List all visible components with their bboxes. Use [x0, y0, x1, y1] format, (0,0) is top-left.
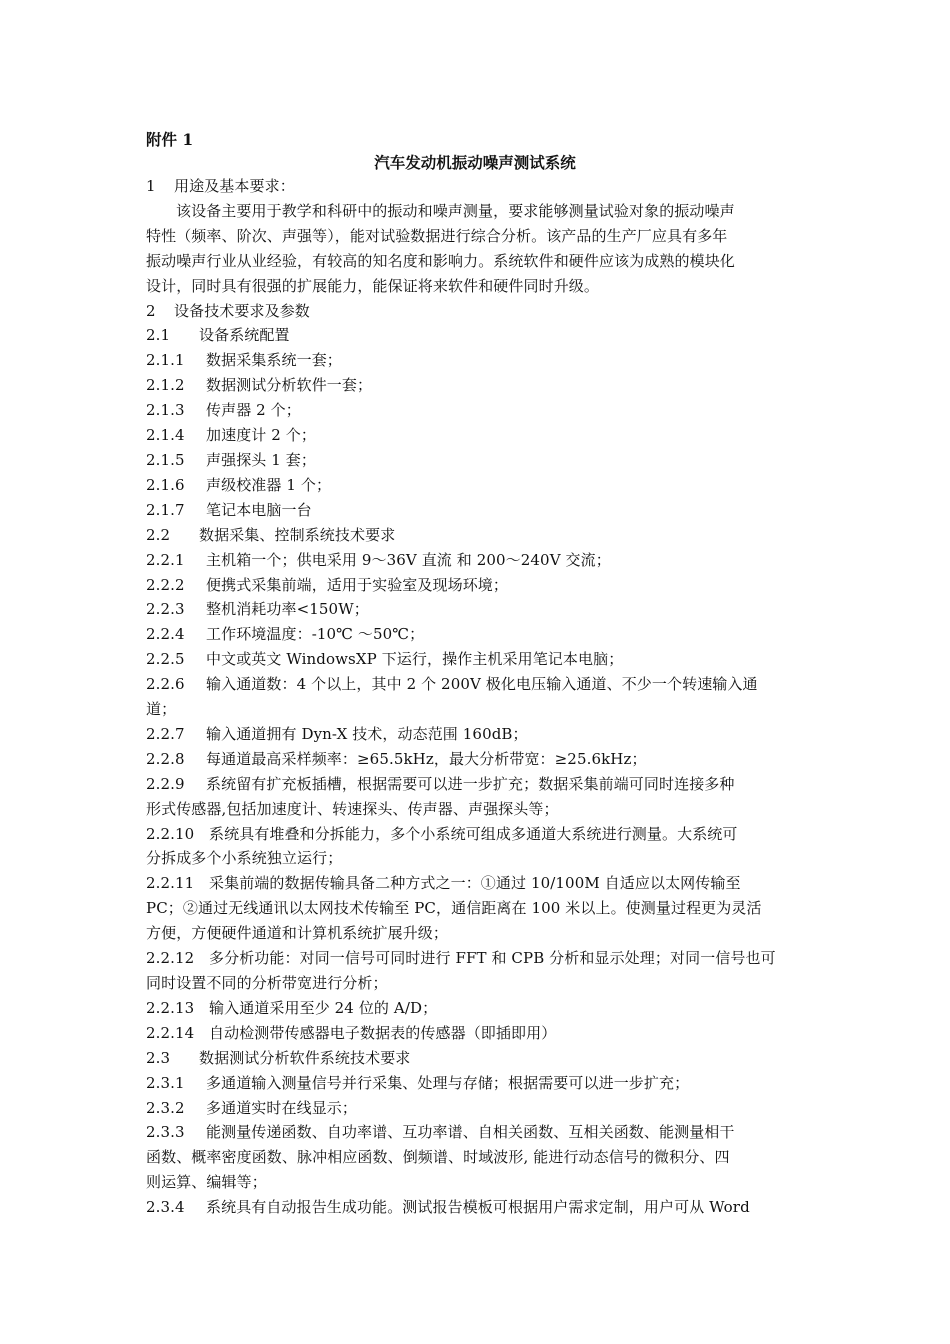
paragraph-line — [146, 199, 808, 224]
section-number: 2.3 — [146, 1048, 171, 1067]
section-number: 2.3.1 — [146, 1073, 185, 1092]
section-number: 2.2.10 — [146, 824, 195, 843]
section-number: 2.3.2 — [146, 1098, 185, 1117]
section-line — [146, 299, 808, 324]
line-text: 该设备主要用于教学和科研中的振动和噪声测量，要求能够测量试验对象的振动噪声 — [176, 201, 735, 220]
section-line — [146, 1120, 808, 1145]
section-number: 1 — [146, 177, 156, 195]
line-text: 形式传感器,包括加速度计、转速探头、传声器、声强探头等； — [146, 799, 559, 818]
section-line — [146, 722, 808, 747]
line-text: 多通道实时在线显示； — [206, 1098, 358, 1117]
section-number: 2.1.7 — [146, 500, 185, 519]
paragraph-line — [146, 896, 808, 921]
section-number: 2.1.1 — [146, 351, 185, 370]
line-text: 笔记本电脑一台 — [206, 500, 312, 519]
section-line — [146, 348, 808, 373]
line-text: 特性（频率、阶次、声强等），能对试验数据进行综合分析。该产品的生产厂应具有多年 — [146, 226, 728, 245]
line-text: 便携式采集前端，适用于实验室及现场环境； — [206, 575, 509, 594]
section-number: 2.2 — [146, 525, 171, 544]
line-text: 采集前端的数据传输具备二种方式之一：①通过 10/100M 自适应以太网传输至 — [209, 874, 741, 893]
section-number: 2.2.14 — [146, 1023, 195, 1042]
section-line — [146, 1021, 808, 1046]
line-text: 用途及基本要求： — [174, 177, 295, 195]
line-text: 整机消耗功率<150W； — [206, 600, 369, 619]
section-number: 2.2.5 — [146, 650, 185, 669]
line-text: 多分析功能：对同一信号可同时进行 FFT 和 CPB 分析和显示处理；对同一信号也可 — [209, 949, 776, 968]
line-text: 设计，同时具有很强的扩展能力，能保证将来软件和硬件同时升级。 — [146, 276, 600, 295]
section-number: 2.2.1 — [146, 550, 185, 569]
line-text: 系统具有堆叠和分拆能力，多个小系统可组成多通道大系统进行测量。大系统可 — [209, 824, 738, 843]
paragraph-line — [146, 224, 808, 249]
line-text: 加速度计 2 个； — [206, 426, 316, 445]
section-line — [146, 871, 808, 896]
line-text: 数据测试分析软件一套； — [206, 376, 373, 395]
section-line — [146, 647, 808, 672]
section-line — [146, 1046, 808, 1071]
line-text: 设备系统配置 — [199, 326, 290, 345]
paragraph-line — [146, 921, 808, 946]
section-line — [146, 1195, 808, 1220]
line-text: 系统具有自动报告生成功能。测试报告模板可根据用户需求定制，用户可从 Word — [206, 1198, 750, 1217]
line-text: 中文或英文 WindowsXP 下运行，操作主机采用笔记本电脑； — [206, 650, 624, 669]
line-text: 每通道最高采样频率：≥65.5kHz，最大分析带宽：≥25.6kHz； — [206, 749, 647, 768]
section-line — [146, 996, 808, 1021]
paragraph-line — [146, 697, 808, 722]
line-text: 数据采集系统一套； — [206, 351, 342, 370]
section-number: 2.1.4 — [146, 426, 185, 445]
section-line — [146, 822, 808, 847]
section-line — [146, 1096, 808, 1121]
section-line — [146, 597, 808, 622]
line-text: 声级校准器 1 个； — [206, 475, 332, 494]
paragraph-line — [146, 846, 808, 871]
section-line — [146, 174, 808, 199]
line-text: 主机箱一个；供电采用 9～36V 直流 和 200～240V 交流； — [206, 550, 611, 569]
section-number: 2.2.2 — [146, 575, 185, 594]
paragraph-line — [146, 249, 808, 274]
attachment-label: 附件 1 — [146, 130, 194, 149]
line-text: 则运算、编辑等； — [146, 1173, 267, 1192]
line-text: 同时设置不同的分析带宽进行分析； — [146, 974, 388, 992]
section-number: 2 — [146, 301, 156, 320]
section-line — [146, 323, 808, 348]
section-number: 2.2.12 — [146, 949, 195, 968]
line-text: 传声器 2 个； — [206, 401, 301, 420]
line-text: 能测量传递函数、自功率谱、互功率谱、自相关函数、互相关函数、能测量相干 — [206, 1123, 735, 1142]
section-line — [146, 622, 808, 647]
line-text: PC；②通过无线通讯以太网技术传输至 PC，通信距离在 100 米以上。使测量过程更为灵活 — [146, 899, 762, 918]
section-line — [146, 373, 808, 398]
section-number: 2.2.9 — [146, 774, 185, 793]
section-number: 2.2.3 — [146, 600, 185, 619]
paragraph-line — [146, 274, 808, 299]
section-line — [146, 772, 808, 797]
section-line — [146, 573, 808, 598]
section-line — [146, 448, 808, 473]
paragraph-line — [146, 797, 808, 822]
line-text: 方便，方便硬件通道和计算机系统扩展升级； — [146, 924, 449, 943]
paragraph-line — [146, 1145, 808, 1170]
section-number: 2.2.11 — [146, 874, 195, 893]
line-text: 输入通道数：4 个以上，其中 2 个 200V 极化电压输入通道、不少一个转速输入通 — [206, 675, 758, 694]
document-body — [146, 174, 808, 1220]
line-text: 道； — [146, 700, 177, 719]
line-text: 函数、概率密度函数、脉冲相应函数、倒频谱、时域波形, 能进行动态信号的微积分、四 — [146, 1148, 730, 1167]
paragraph-line — [146, 971, 808, 996]
section-line — [146, 548, 808, 573]
section-line — [146, 473, 808, 498]
line-text: 系统留有扩充板插槽，根据需要可以进一步扩充；数据采集前端可同时连接多种 — [206, 774, 735, 793]
line-text: 多通道输入测量信号并行采集、处理与存储；根据需要可以进一步扩充； — [206, 1073, 690, 1092]
section-number: 2.1.2 — [146, 376, 185, 395]
line-text: 自动检测带传感器电子数据表的传感器（即插即用） — [209, 1023, 557, 1042]
section-line — [146, 946, 808, 971]
section-number: 2.1.5 — [146, 450, 185, 469]
paragraph-line — [146, 1170, 808, 1195]
section-number: 2.2.4 — [146, 625, 185, 644]
section-line — [146, 523, 808, 548]
line-text: 输入通道采用至少 24 位的 A/D； — [209, 998, 438, 1017]
line-text: 设备技术要求及参数 — [174, 301, 310, 320]
section-number: 2.2.6 — [146, 675, 185, 694]
section-number: 2.2.8 — [146, 749, 185, 768]
section-number: 2.1.3 — [146, 401, 185, 420]
section-number: 2.1.6 — [146, 475, 185, 494]
line-text: 声强探头 1 套； — [206, 450, 316, 469]
section-number: 2.2.7 — [146, 724, 185, 743]
section-number: 2.3.3 — [146, 1123, 185, 1142]
line-text: 数据采集、控制系统技术要求 — [199, 525, 396, 544]
line-text: 工作环境温度：-10℃ ～50℃； — [206, 625, 425, 644]
section-number: 2.3.4 — [146, 1198, 185, 1217]
section-line — [146, 672, 808, 697]
document-title: 汽车发动机振动噪声测试系统 — [374, 153, 576, 172]
section-line — [146, 398, 808, 423]
line-text: 分拆成多个小系统独立运行； — [146, 849, 343, 868]
section-line — [146, 498, 808, 523]
line-text: 数据测试分析软件系统技术要求 — [199, 1048, 411, 1067]
section-line — [146, 423, 808, 448]
section-line — [146, 1071, 808, 1096]
section-number: 2.1 — [146, 326, 171, 345]
line-text: 输入通道拥有 Dyn-X 技术，动态范围 160dB； — [206, 724, 528, 743]
section-number: 2.2.13 — [146, 998, 195, 1017]
line-text: 振动噪声行业从业经验，有较高的知名度和影响力。系统软件和硬件应该为成熟的模块化 — [146, 251, 735, 270]
section-line — [146, 747, 808, 772]
